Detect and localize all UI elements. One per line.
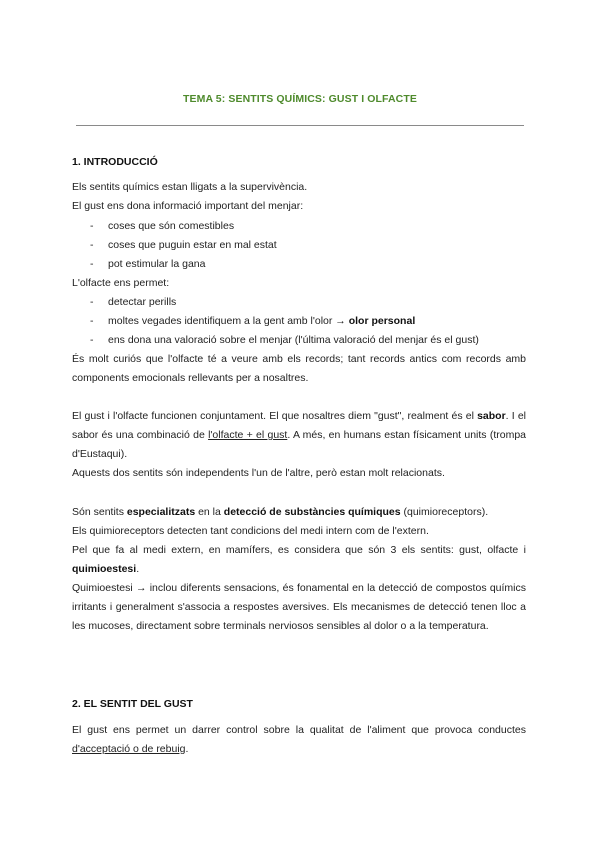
list-item: - coses que puguin estar en mal estat bbox=[90, 239, 277, 251]
emphasis-text: sabor bbox=[477, 410, 506, 422]
paragraph: Els sentits químics estan lligats a la supervivència. bbox=[72, 181, 308, 193]
emphasis-text: detecció de substàncies químiques bbox=[223, 506, 401, 518]
section-heading-introduccio: 1. INTRODUCCIÓ bbox=[72, 156, 158, 168]
paragraph: Són sentits especialitzats en la detecció de substàncies químiques (quimioreceptors). bbox=[72, 506, 489, 518]
list-item-text: detectar perills bbox=[108, 296, 177, 308]
list-item: - pot estimular la gana bbox=[90, 258, 206, 270]
document-title: TEMA 5: SENTITS QUÍMICS: GUST I OLFACTE bbox=[183, 93, 417, 105]
list-item-text: moltes vegades identifiquem a la gent amb l'olor → bbox=[108, 315, 349, 327]
paragraph: Quimioestesi → inclou diferents sensacions, és fonamental en la detecció de compostos químics irritants i generalment s'associa a respostes aversives. Els mecanismes de detecció tenen lloc a les mucoses, directament sobre terminals nerviosos sensibles al dolor o a la temperatura. bbox=[72, 582, 526, 632]
list-item: - ens dona una valoració sobre el menjar (l'última valoració del menjar és el gust) bbox=[90, 334, 479, 346]
paragraph: El gust i l'olfacte funcionen conjuntament. El que nosaltres diem "gust", realment és el sabor. I el sabor és una combinació de l'olfacte + el gust. A més, en humans estan físicament units (trompa d'Eustaqui). bbox=[72, 410, 526, 460]
list-item: - detectar perills bbox=[90, 296, 177, 308]
list-item-text: coses que puguin estar en mal estat bbox=[108, 239, 277, 251]
paragraph: Els quimioreceptors detecten tant condicions del medi intern com de l'extern. bbox=[72, 525, 429, 537]
list-item: - moltes vegades identifiquem a la gent amb l'olor → olor personal bbox=[90, 315, 416, 327]
list-item-text: pot estimular la gana bbox=[108, 258, 206, 270]
list-item-text: ens dona una valoració sobre el menjar (l'última valoració del menjar és el gust) bbox=[108, 334, 479, 346]
paragraph: El gust ens permet un darrer control sobre la qualitat de l'aliment que provoca conductes d'acceptació o de rebuig. bbox=[72, 724, 526, 755]
emphasis-text: quimioestesi bbox=[72, 563, 137, 575]
paragraph: L'olfacte ens permet: bbox=[72, 277, 170, 289]
paragraph: Pel que fa al medi extern, en mamífers, es considera que són 3 els sentits: gust, olfacte i quimioestesi. bbox=[72, 544, 526, 575]
underlined-text: l'olfacte + el gust bbox=[208, 429, 288, 441]
emphasis-text: especialitzats bbox=[126, 506, 196, 518]
list-item: - coses que són comestibles bbox=[90, 220, 235, 232]
underlined-text: d'acceptació o de rebuig bbox=[72, 743, 186, 755]
list-item-text: coses que són comestibles bbox=[108, 220, 235, 232]
title-divider bbox=[76, 125, 524, 126]
paragraph: El gust ens dona informació important del menjar: bbox=[72, 200, 304, 212]
paragraph: És molt curiós que l'olfacte té a veure amb els records; tant records antics com records amb components emocionals rellevants per a nosaltres. bbox=[72, 353, 526, 384]
paragraph: Aquests dos sentits són independents l'un de l'altre, però estan molt relacionats. bbox=[72, 467, 445, 479]
emphasis-text: olor personal bbox=[348, 315, 416, 327]
section-heading-sentit-gust: 2. EL SENTIT DEL GUST bbox=[72, 698, 193, 710]
